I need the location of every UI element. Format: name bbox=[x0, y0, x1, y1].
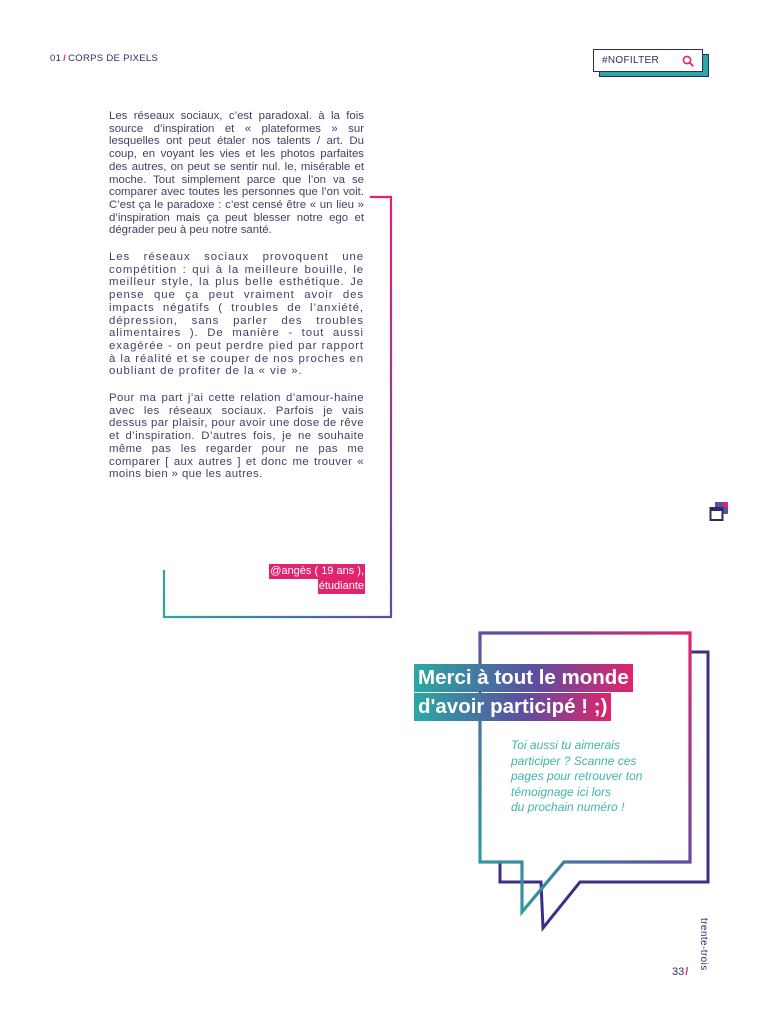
section-number: 01 bbox=[50, 53, 62, 64]
bubble-title-line-1: Merci à tout le monde bbox=[414, 664, 633, 692]
page-number bbox=[672, 966, 688, 978]
bubble-text bbox=[511, 738, 681, 816]
bubble-title bbox=[414, 664, 684, 722]
bubble-text-line: Toi aussi tu aimerais bbox=[511, 738, 620, 752]
slash-glyph: / bbox=[63, 53, 67, 64]
bubble-text-line: pages pour retrouver ton bbox=[511, 769, 643, 784]
section-title: CORPS DE PIXELS bbox=[68, 53, 159, 64]
article-paragraph-3: Pour ma part j’ai cette relation d’amour-haine avec les réseaux sociaux. Parfois je vais dessus par plaisir, pour avoir une dose de rêve et d’inspiration. D’autres fois, je ne souhaite même pas les regarder pour ne pas me comparer [ aux autres ] et donc me trouver « moins bien » que les autres. bbox=[109, 392, 364, 481]
bubble-text-line: participer ? Scanne ces bbox=[511, 753, 637, 768]
signature-line-2: étudiante bbox=[318, 580, 364, 592]
bubble-text-line: témoignage ici lors bbox=[511, 784, 612, 799]
signature-line-1: @angès ( 19 ans ), bbox=[270, 565, 364, 577]
page-number-value: 33 bbox=[672, 966, 685, 978]
bubble-title-line-2: d'avoir participé ! ;) bbox=[414, 693, 611, 721]
article-paragraph-1: Les réseaux sociaux, c’est paradoxal. à la fois source d’inspiration et « plateformes » sur lesquelles ont peut étaler nos talents / art. Du coup, en voyant les vies et les photos parfaites des autres, on peut se sentir nul. le, misérable et moche. Tout simplement parce que l’on va se comparer avec toutes les personnes que l’on voit. C’est ça le paradoxe : c’est censé être « un lieu » d’inspiration mais ça peut blesser notre ego et dégrader peu à peu notre santé. bbox=[109, 110, 364, 237]
search-query: #NOFILTER bbox=[602, 55, 659, 66]
folio-vertical: trente-trois bbox=[698, 918, 709, 971]
slash-glyph: / bbox=[685, 966, 689, 978]
bubble-text-line: du prochain numéro ! bbox=[511, 800, 625, 815]
article-paragraph-2: Les réseaux sociaux provoquent une compétition : qui à la meilleure bouille, le meilleur style, la plus belle esthétique. Je pense que ça peut vraiment avoir des impacts négatifs ( troubles de l’anxiété, dépression, sans parler des troubles alimentaires ). De manière - tout aussi exagérée - on peut perdre pied par rapport à la réalité et se couper de nos proches en oubliant de profiter de la « vie ». bbox=[109, 251, 364, 378]
